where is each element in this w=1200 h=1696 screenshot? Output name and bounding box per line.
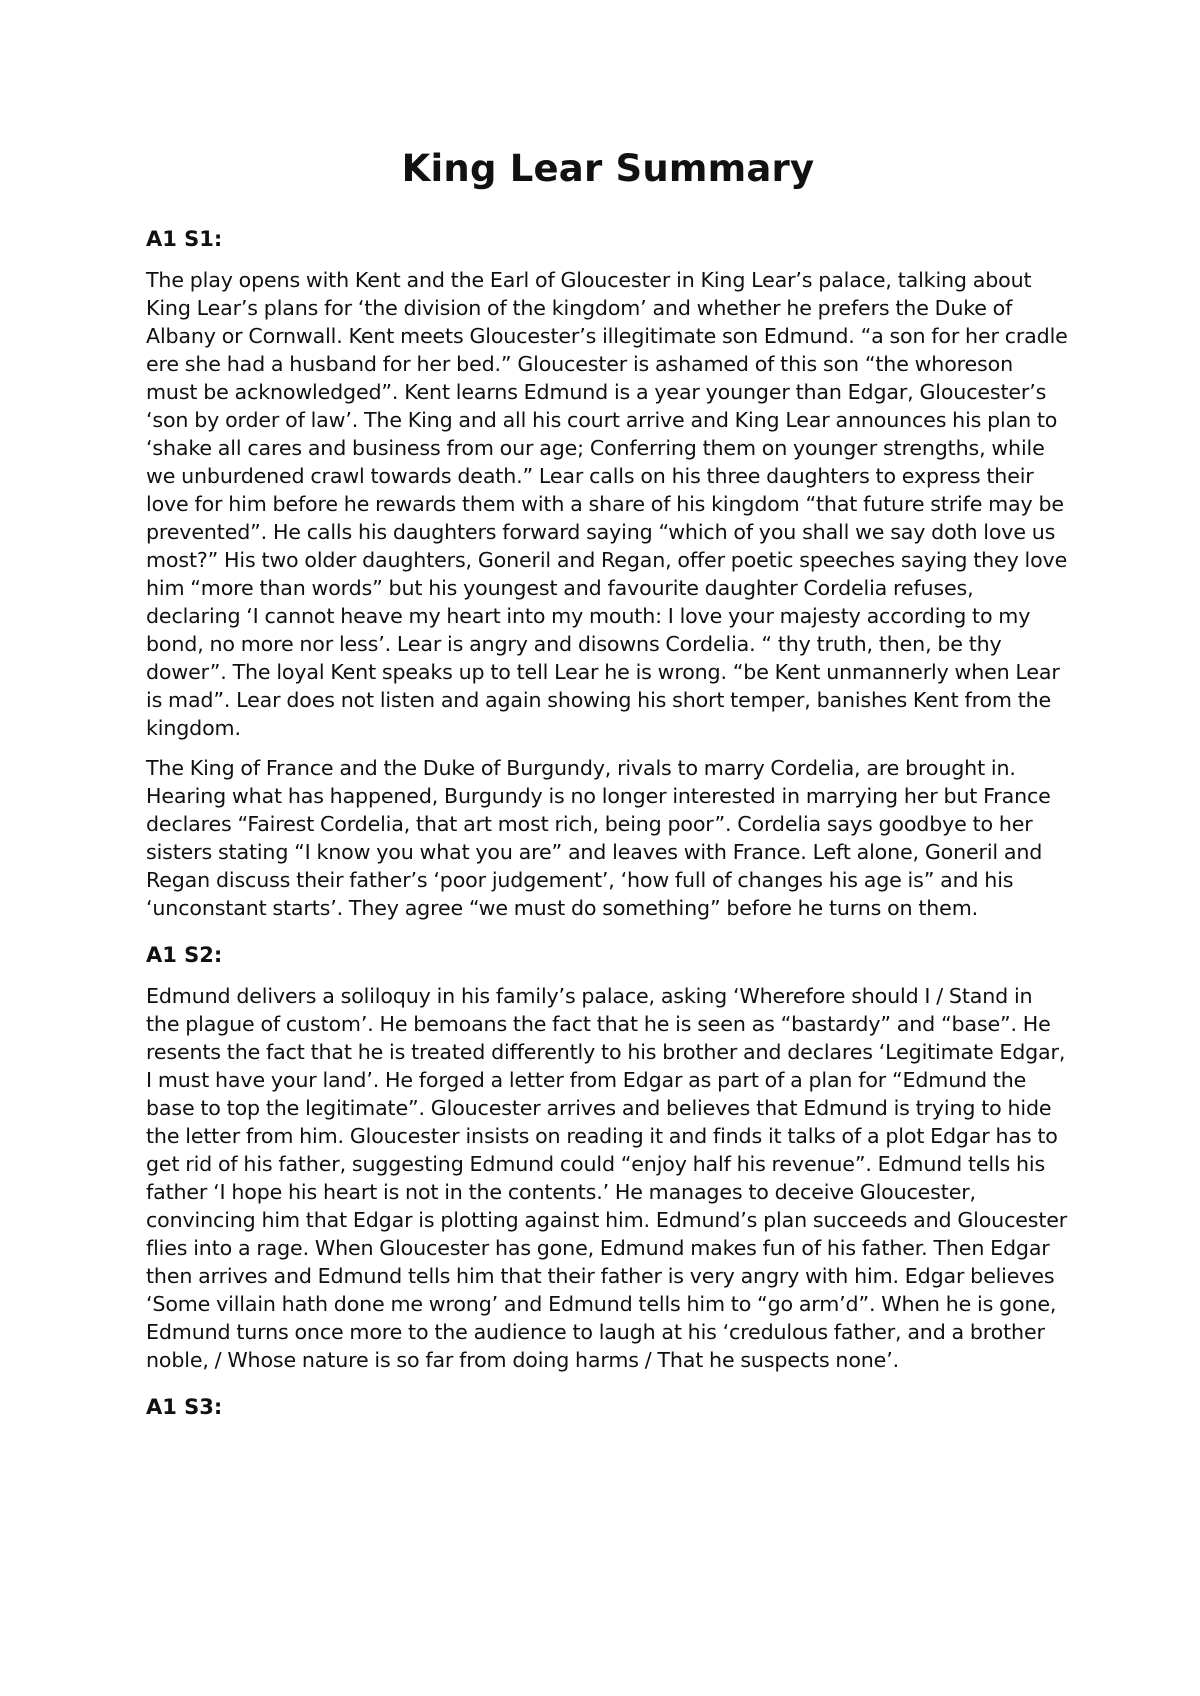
section-paragraph: The King of France and the Duke of Burgundy, rivals to marry Cordelia, are brought in. Hearing what has happened, Burgundy is no longer interested in marrying her but France declares “Fairest Cordelia, that art most rich, being poor”. Cordelia says goodbye to her sisters stating “I know you what you are” and leaves with France. Left alone, Goneril and Regan discuss their father’s ‘poor judgement’, ‘how full of changes his age is” and his ‘unconstant starts’. They agree “we must do something” before he turns on them. [146,756,1051,920]
section-a1-s2 [146,938,1070,1374]
section-a1-s1 [146,222,1070,922]
document-title: King Lear Summary [401,147,815,190]
section-heading: A1 S3: [146,1395,223,1419]
section-heading: A1 S2: [146,943,223,967]
section-paragraph: Edmund delivers a soliloquy in his family’s palace, asking ‘Wherefore should I / Stand in the plague of custom’. He bemoans the fact that he is seen as “bastardy” and “base”. He resents the fact that he is treated differently to his brother and declares ‘Legitimate Edgar, I must have your land’. He forged a letter from Edgar as part of a plan for “Edmund the base to top the legitimate”. Gloucester arrives and believes that Edmund is trying to hide the letter from him. Gloucester insists on reading it and finds it talks of a plot Edgar has to get rid of his father, suggesting Edmund could “enjoy half his revenue”. Edmund tells his father ‘I hope his heart is not in the contents.’ He manages to deceive Gloucester, convincing him that Edgar is plotting against him. Edmund’s plan succeeds and Gloucester flies into a rage. When Gloucester has gone, Edmund makes fun of his father. Then Edgar then arrives and Edmund tells him that their father is very angry with him. Edgar believes ‘Some villain hath done me wrong’ and Edmund tells him to “go arm’d”. When he is gone, Edmund turns once more to the audience to laugh at his ‘credulous father, and a brother noble, / Whose nature is so far from doing harms / That he suspects none’. [146,984,1068,1372]
section-paragraph: The play opens with Kent and the Earl of Gloucester in King Lear’s palace, talking about King Lear’s plans for ‘the division of the kingdom’ and whether he prefers the Duke of Albany or Cornwall. Kent meets Gloucester’s illegitimate son Edmund. “a son for her cradle ere she had a husband for her bed.” Gloucester is ashamed of this son “the whoreson must be acknowledged”. Kent learns Edmund is a year younger than Edgar, Gloucester’s ‘son by order of law’. The King and all his court arrive and King Lear announces his plan to ‘shake all cares and business from our age; Conferring them on younger strengths, while we unburdened crawl towards death.” Lear calls on his three daughters to express their love for him before he rewards them with a share of his kingdom “that future strife may be prevented”. He calls his daughters forward saying “which of you shall we say doth love us most?” His two older daughters, Goneril and Regan, offer poetic speeches saying they love him “more than words” but his youngest and favourite daughter Cordelia refuses, declaring ‘I cannot heave my heart into my mouth: I love your majesty according to my bond, no more nor less’. Lear is angry and disowns Cordelia. “ thy truth, then, be thy dower”. The loyal Kent speaks up to tell Lear he is wrong. “be Kent unmannerly when Lear is mad”. Lear does not listen and again showing his short temper, banishes Kent from the kingdom. [146,268,1068,740]
section-a1-s3 [146,1390,1070,1424]
section-heading: A1 S1: [146,227,223,251]
document-page [146,142,1070,1434]
